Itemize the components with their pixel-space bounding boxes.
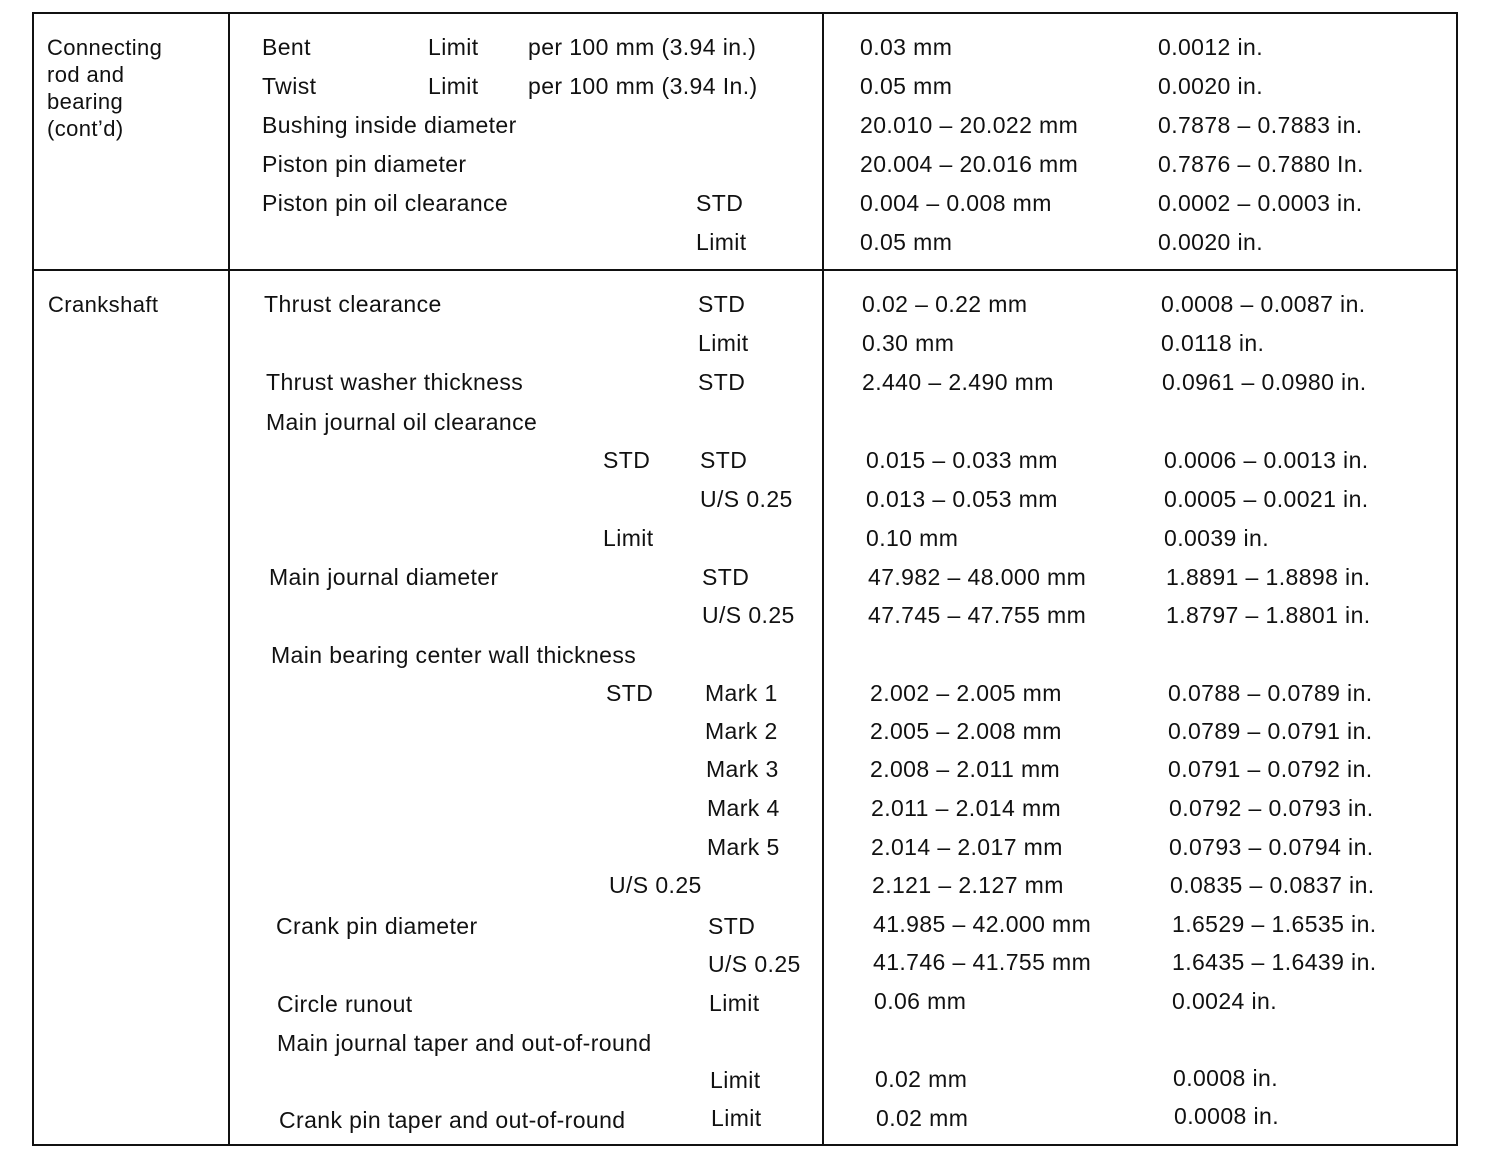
spec-subcondition: STD [603, 447, 651, 473]
spec-condition: STD [698, 369, 746, 395]
spec-metric: 2.121 – 2.127 mm [872, 872, 1064, 898]
spec-condition: Limit [709, 990, 760, 1016]
section-label-line: Connecting [47, 35, 163, 60]
spec-imperial: 0.0008 in. [1173, 1065, 1279, 1091]
spec-metric: 2.440 – 2.490 mm [862, 369, 1054, 395]
spec-item: Twist [262, 73, 317, 99]
spec-metric: 2.002 – 2.005 mm [870, 680, 1062, 706]
spec-item: Crank pin taper and out-of-round [279, 1107, 626, 1133]
spec-imperial: 0.0793 – 0.0794 in. [1169, 834, 1374, 860]
spec-imperial: 1.6529 – 1.6535 in. [1172, 911, 1377, 937]
spec-metric: 20.004 – 20.016 mm [860, 151, 1079, 177]
spec-condition: U/S 0.25 [700, 486, 793, 512]
spec-imperial: 0.0835 – 0.0837 in. [1170, 872, 1375, 898]
column-divider-section [228, 12, 230, 1146]
spec-imperial: 0.7878 – 0.7883 in. [1158, 112, 1363, 138]
spec-condition: Mark 4 [707, 795, 780, 821]
spec-item-qualifier: Limit [428, 34, 479, 60]
spec-imperial: 0.0005 – 0.0021 in. [1164, 486, 1369, 512]
spec-imperial: 0.7876 – 0.7880 In. [1158, 151, 1364, 177]
spec-metric: 0.013 – 0.053 mm [866, 486, 1058, 512]
spec-metric: 2.011 – 2.014 mm [871, 795, 1062, 821]
section-label-line: bearing [47, 89, 124, 114]
spec-subcondition: Limit [603, 525, 654, 551]
spec-subcondition: STD [606, 680, 654, 706]
spec-metric: 0.02 – 0.22 mm [862, 291, 1028, 317]
spec-imperial: 0.0006 – 0.0013 in. [1164, 447, 1369, 473]
spec-condition: Limit [696, 229, 747, 255]
section-label-line: rod and [47, 62, 125, 87]
spec-imperial: 0.0008 – 0.0087 in. [1161, 291, 1366, 317]
spec-imperial: 0.0020 in. [1158, 73, 1264, 99]
spec-item: Piston pin diameter [262, 151, 467, 177]
spec-condition: STD [696, 190, 744, 216]
spec-metric: 0.02 mm [875, 1066, 968, 1092]
spec-item: Bent [262, 34, 311, 60]
spec-item: Thrust clearance [264, 291, 442, 317]
spec-metric: 41.746 – 41.755 mm [873, 949, 1092, 975]
spec-imperial: 0.0118 in. [1161, 330, 1265, 356]
spec-item: Crank pin diameter [276, 913, 478, 939]
spec-imperial: 0.0002 – 0.0003 in. [1158, 190, 1363, 216]
spec-item: Main journal taper and out-of-round [277, 1030, 652, 1056]
spec-imperial: 0.0791 – 0.0792 in. [1168, 756, 1373, 782]
spec-metric: 2.008 – 2.011 mm [870, 756, 1061, 782]
spec-note: per 100 mm (3.94 In.) [528, 73, 758, 99]
spec-condition: STD [708, 913, 756, 939]
spec-metric: 0.05 mm [860, 229, 953, 255]
spec-item-qualifier: Limit [428, 73, 479, 99]
spec-note: per 100 mm (3.94 in.) [528, 34, 757, 60]
spec-condition: Limit [698, 330, 749, 356]
spec-condition: Limit [710, 1067, 761, 1093]
spec-condition: U/S 0.25 [702, 602, 795, 628]
spec-condition: Mark 1 [705, 680, 778, 706]
spec-metric: 47.982 – 48.000 mm [868, 564, 1087, 590]
spec-metric: 2.014 – 2.017 mm [871, 834, 1063, 860]
spec-condition: Mark 5 [707, 834, 780, 860]
spec-metric: 2.005 – 2.008 mm [870, 718, 1062, 744]
section-divider [32, 269, 1458, 271]
spec-metric: 20.010 – 20.022 mm [860, 112, 1079, 138]
spec-metric: 0.015 – 0.033 mm [866, 447, 1058, 473]
spec-condition: U/S 0.25 [708, 951, 801, 977]
spec-imperial: 0.0039 in. [1164, 525, 1270, 551]
spec-metric: 0.10 mm [866, 525, 959, 551]
spec-condition: STD [702, 564, 750, 590]
spec-condition: Mark 2 [705, 718, 778, 744]
spec-item: Thrust washer thickness [266, 369, 524, 395]
spec-imperial: 0.0008 in. [1174, 1103, 1280, 1129]
spec-condition: STD [700, 447, 748, 473]
spec-item: Main bearing center wall thickness [271, 642, 637, 668]
spec-imperial: 0.0792 – 0.0793 in. [1169, 795, 1374, 821]
spec-item: Circle runout [277, 991, 413, 1017]
spec-imperial: 0.0789 – 0.0791 in. [1168, 718, 1373, 744]
spec-metric: 0.02 mm [876, 1105, 969, 1131]
spec-item: Bushing inside diameter [262, 112, 517, 138]
spec-metric: 0.06 mm [874, 988, 967, 1014]
spec-imperial: 0.0024 in. [1172, 988, 1278, 1014]
spec-item: Main journal oil clearance [266, 409, 538, 435]
spec-condition: STD [698, 291, 746, 317]
spec-imperial: 0.0020 in. [1158, 229, 1264, 255]
spec-imperial: 0.0788 – 0.0789 in. [1168, 680, 1373, 706]
spec-metric: 47.745 – 47.755 mm [868, 602, 1087, 628]
spec-metric: 0.05 mm [860, 73, 953, 99]
spec-metric: 0.03 mm [860, 34, 953, 60]
spec-condition: Limit [711, 1105, 762, 1131]
spec-subcondition: U/S 0.25 [609, 872, 702, 898]
section-label-line: (cont’d) [47, 116, 124, 141]
spec-imperial: 0.0961 – 0.0980 in. [1162, 369, 1367, 395]
spec-imperial: 1.6435 – 1.6439 in. [1172, 949, 1377, 975]
spec-condition: Mark 3 [706, 756, 779, 782]
column-divider-values [822, 12, 824, 1146]
spec-item: Main journal diameter [269, 564, 499, 590]
spec-imperial: 0.0012 in. [1158, 34, 1264, 60]
spec-metric: 0.30 mm [862, 330, 955, 356]
spec-item: Piston pin oil clearance [262, 190, 509, 216]
spec-metric: 0.004 – 0.008 mm [860, 190, 1052, 216]
spec-imperial: 1.8891 – 1.8898 in. [1166, 564, 1371, 590]
spec-imperial: 1.8797 – 1.8801 in. [1166, 602, 1371, 628]
section-label-line: Crankshaft [48, 292, 159, 317]
spec-metric: 41.985 – 42.000 mm [873, 911, 1092, 937]
